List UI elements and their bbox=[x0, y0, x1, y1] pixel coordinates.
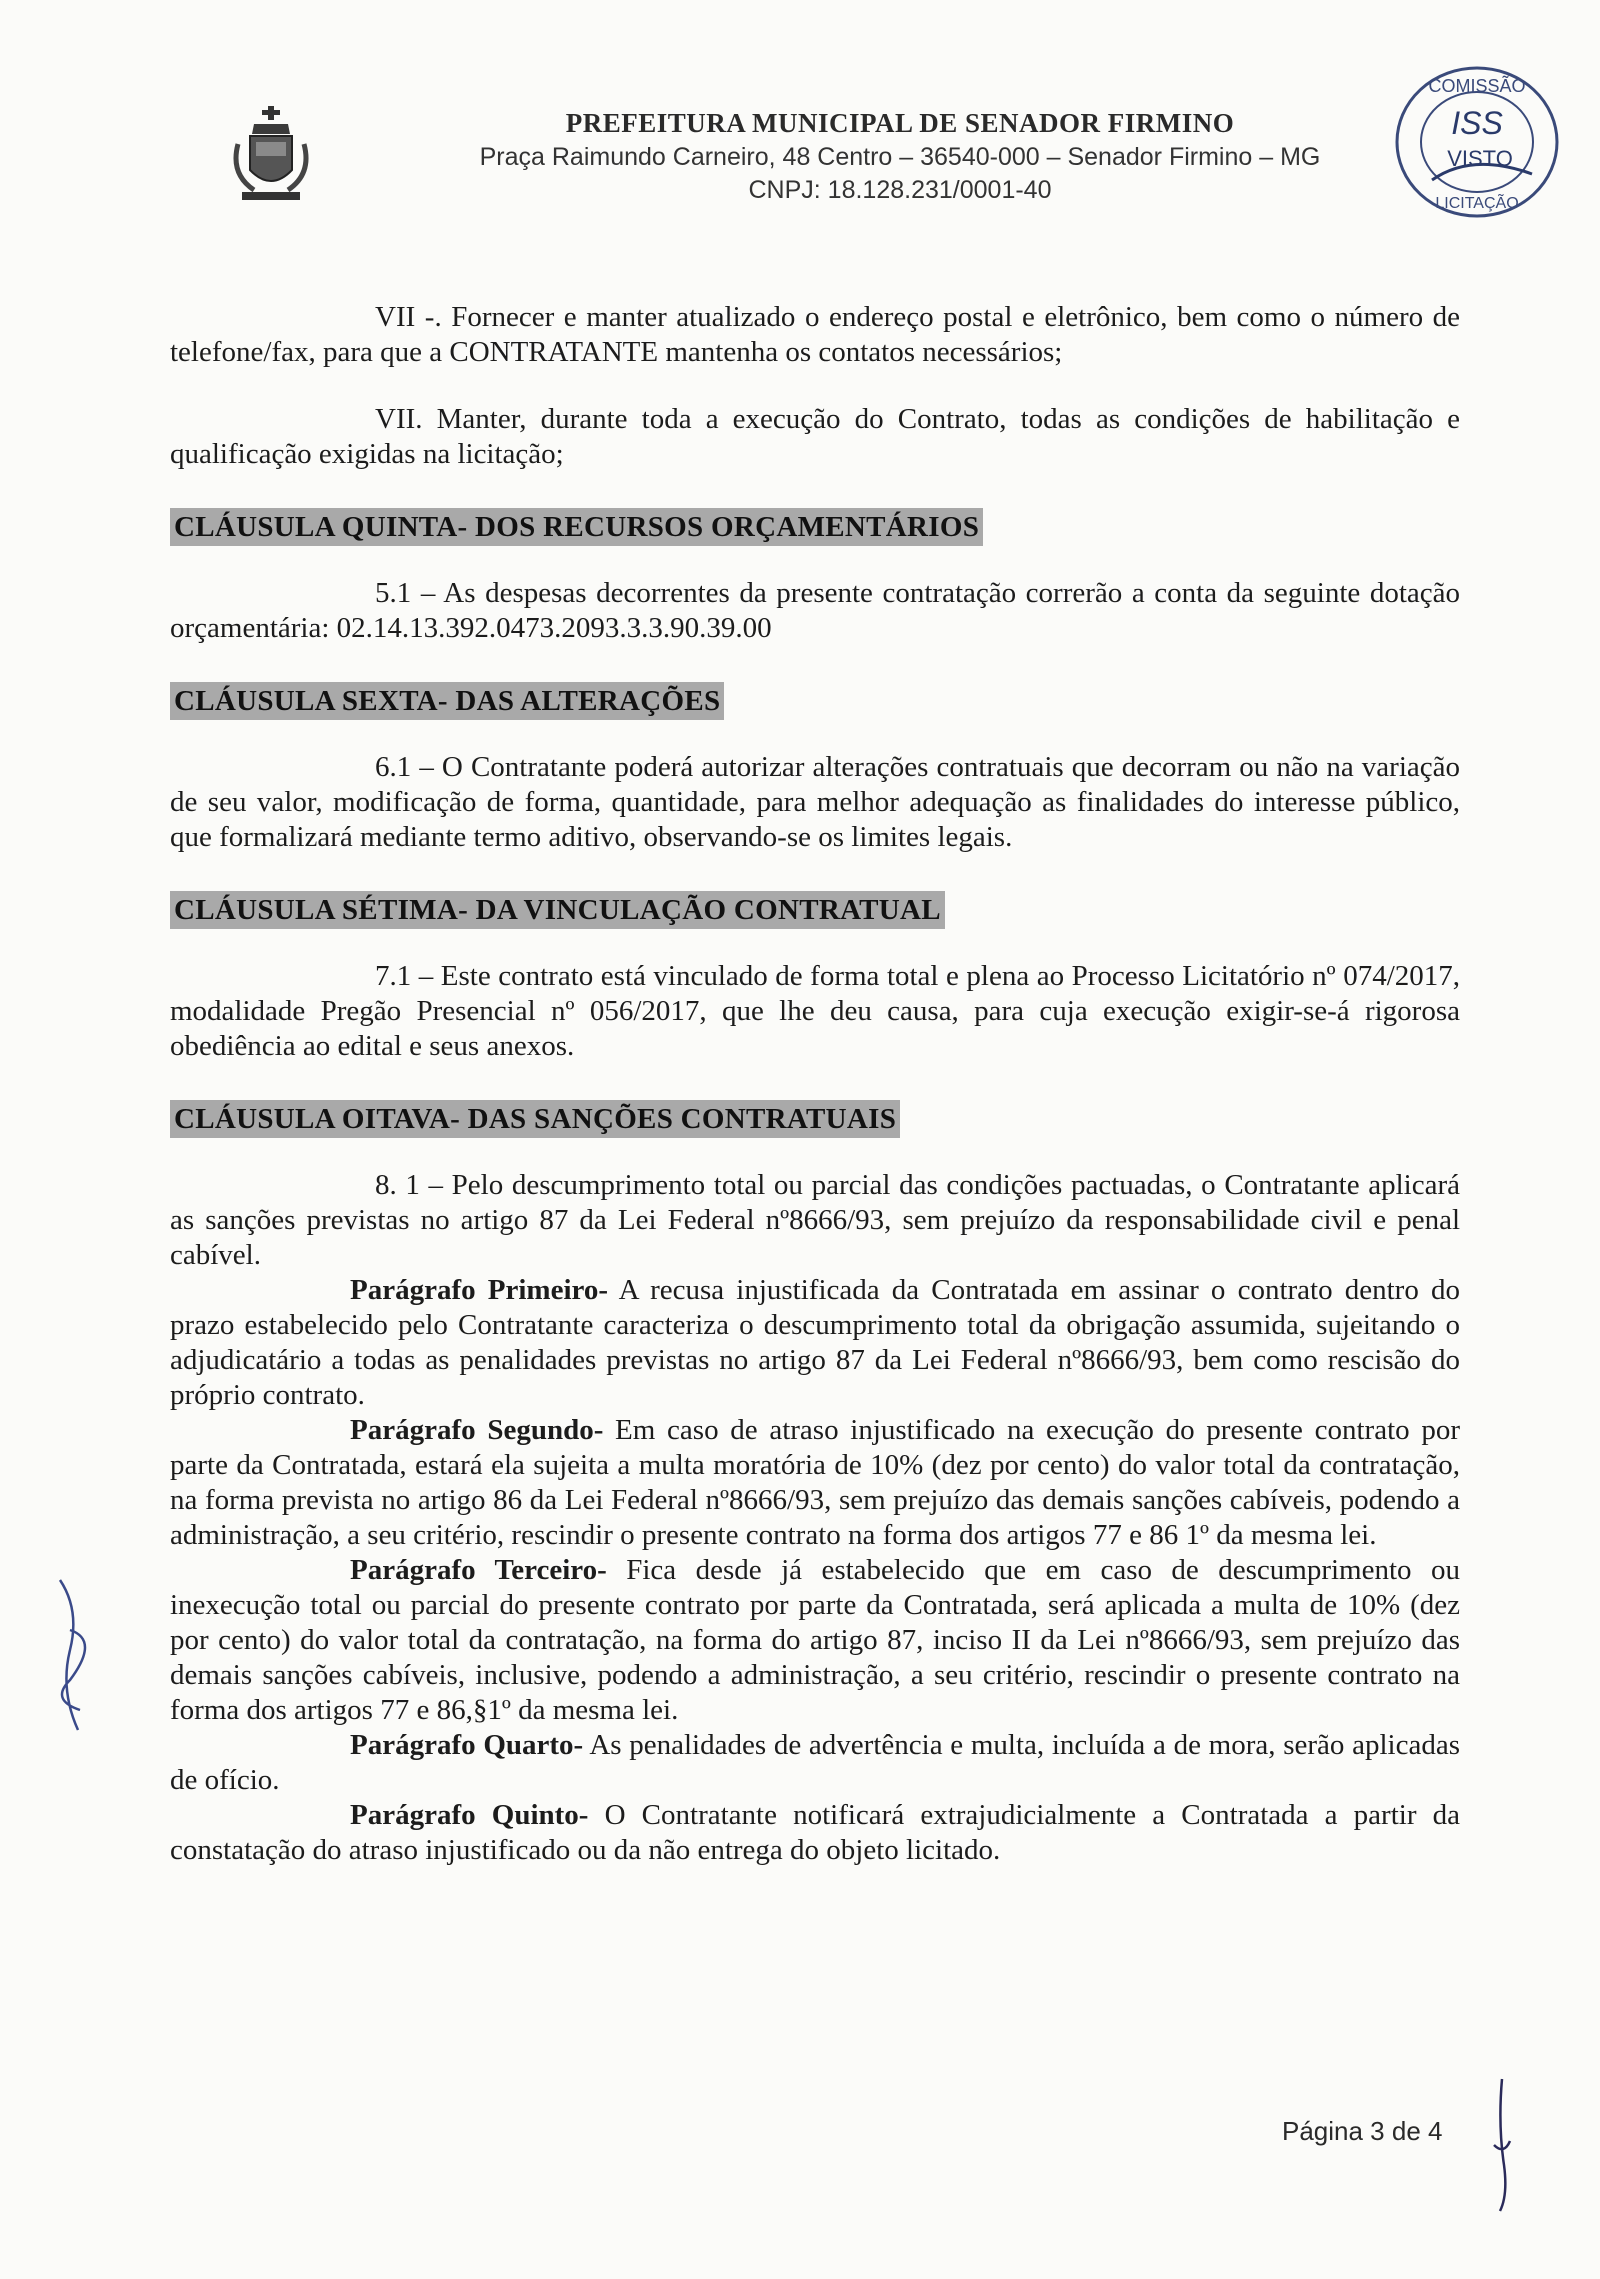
paragraph-fourth-text: As penalidades de advertência e multa, incluída a de mora, serão aplicadas de ofício. bbox=[170, 1729, 1460, 1796]
paragraph-second bbox=[170, 1413, 1460, 1553]
clause-seven-heading: CLÁUSULA SÉTIMA- DA VINCULAÇÃO CONTRATUAL bbox=[170, 891, 945, 929]
prefecture-cnpj: CNPJ: 18.128.231/0001-40 bbox=[748, 176, 1052, 204]
commission-stamp bbox=[1392, 62, 1562, 222]
stamp-text-visto: VISTO bbox=[1447, 146, 1513, 171]
paragraph-second-text: Em caso de atraso injustificado na execução do presente contrato por parte da Contratada, estará ela sujeita a multa moratória de 10% (dez por cento) do valor total da contratação, na forma prevista no artigo 86 da Lei Federal nº8666/93, sem prejuízo das demais sanções cabíveis, podendo a administração, a seu critério, rescindir o presente contrato na forma dos artigos 77 e 86 1º da mesma lei. bbox=[170, 1414, 1460, 1551]
clause-eight-heading: CLÁUSULA OITAVA- DAS SANÇÕES CONTRATUAIS bbox=[170, 1100, 900, 1138]
paragraph-first-text: A recusa injustificada da Contratada em assinar o contrato dentro do prazo estabelecido pelo Contratante caracteriza o descumprimento total da obrigação assumida, sujeitando o adjudicatário a todas as penalidades previstas no artigo 87 da Lei Federal nº8666/93, bem como rescisão do próprio contrato. bbox=[170, 1274, 1460, 1411]
paragraph-first bbox=[170, 1273, 1460, 1413]
clause-five-heading: CLÁUSULA QUINTA- DOS RECURSOS ORÇAMENTÁRIOS bbox=[170, 508, 983, 546]
paragraph-fourth-label: Parágrafo Quarto- bbox=[350, 1729, 584, 1761]
paragraph-third bbox=[170, 1553, 1460, 1728]
clause-seven-item-1: 7.1 – Este contrato está vinculado de forma total e plena ao Processo Licitatório nº 074/2017, modalidade Pregão Presencial nº 056/2017, que lhe deu causa, para cuja execução exigir-se-á rigorosa obediência ao edital e seus anexos. bbox=[170, 960, 1460, 1062]
paragraph-third-label: Parágrafo Terceiro- bbox=[350, 1554, 607, 1586]
page-number: Página 3 de 4 bbox=[1282, 2116, 1443, 2146]
municipal-crest-icon bbox=[228, 104, 324, 208]
paragraph-fifth-label: Parágrafo Quinto- bbox=[350, 1799, 589, 1831]
prefecture-title: PREFEITURA MUNICIPAL DE SENADOR FIRMINO bbox=[565, 108, 1235, 138]
clause-eight-item-1: 8. 1 – Pelo descumprimento total ou parcial das condições pactuadas, o Contratante aplicará as sanções previstas no artigo 87 da Lei Federal nº8666/93, sem prejuízo da responsabilidade civil e penal cabível. bbox=[170, 1169, 1460, 1271]
paragraph-fifth-text: O Contratante notificará extrajudicialmente a Contratada a partir da constatação do atraso injustificado ou da não entrega do objeto licitado. bbox=[170, 1799, 1460, 1866]
page-signature-icon bbox=[1480, 2075, 1520, 2215]
paragraph-first-label: Parágrafo Primeiro- bbox=[350, 1274, 609, 1306]
letterhead bbox=[400, 108, 1400, 205]
stamp-text-top: COMISSÃO bbox=[1428, 76, 1526, 96]
clause-six-item-1: 6.1 – O Contratante poderá autorizar alterações contratuais que decorram ou não na variação de seu valor, modificação de forma, quantidade, para melhor adequação as finalidades do interesse público, que formalizará mediante termo aditivo, observando-se os limites legais. bbox=[170, 751, 1460, 853]
clause-six-heading: CLÁUSULA SEXTA- DAS ALTERAÇÕES bbox=[170, 682, 724, 720]
margin-signature-icon bbox=[40, 1570, 110, 1740]
stamp-text-bottom: LICITAÇÃO bbox=[1435, 195, 1519, 212]
paragraph-fifth bbox=[170, 1798, 1460, 1868]
paragraph-fourth bbox=[170, 1728, 1460, 1798]
contract-body bbox=[170, 300, 1460, 1868]
paragraph-third-text: Fica desde já estabelecido que em caso de descumprimento ou inexecução total ou parcial do presente contrato por parte da Contratada, será aplicada a multa de 10% (dez por cento) do valor total da contratação, na forma do artigo 87, inciso II da Lei nº8666/93, sem prejuízo das demais sanções cabíveis, inclusive, podendo a administração, a seu critério, rescindir o presente contrato na forma dos artigos 77 e 86,§1º da mesma lei. bbox=[170, 1554, 1460, 1726]
item-vii-a: VII -. Fornecer e manter atualizado o endereço postal e eletrônico, bem como o número de telefone/fax, para que a CONTRATANTE mantenha os contatos necessários; bbox=[170, 301, 1460, 368]
item-vii-b: VII. Manter, durante toda a execução do Contrato, todas as condições de habilitação e qualificação exigidas na licitação; bbox=[170, 403, 1460, 470]
prefecture-address: Praça Raimundo Carneiro, 48 Centro – 36540-000 – Senador Firmino – MG bbox=[479, 143, 1321, 171]
stamp-text-mid: ISS bbox=[1451, 105, 1503, 141]
clause-five-item-1: 5.1 – As despesas decorrentes da presente contratação correrão a conta da seguinte dotação orçamentária: 02.14.13.392.0473.2093.3.3.90.39.00 bbox=[170, 577, 1460, 644]
paragraph-second-label: Parágrafo Segundo- bbox=[350, 1414, 604, 1446]
